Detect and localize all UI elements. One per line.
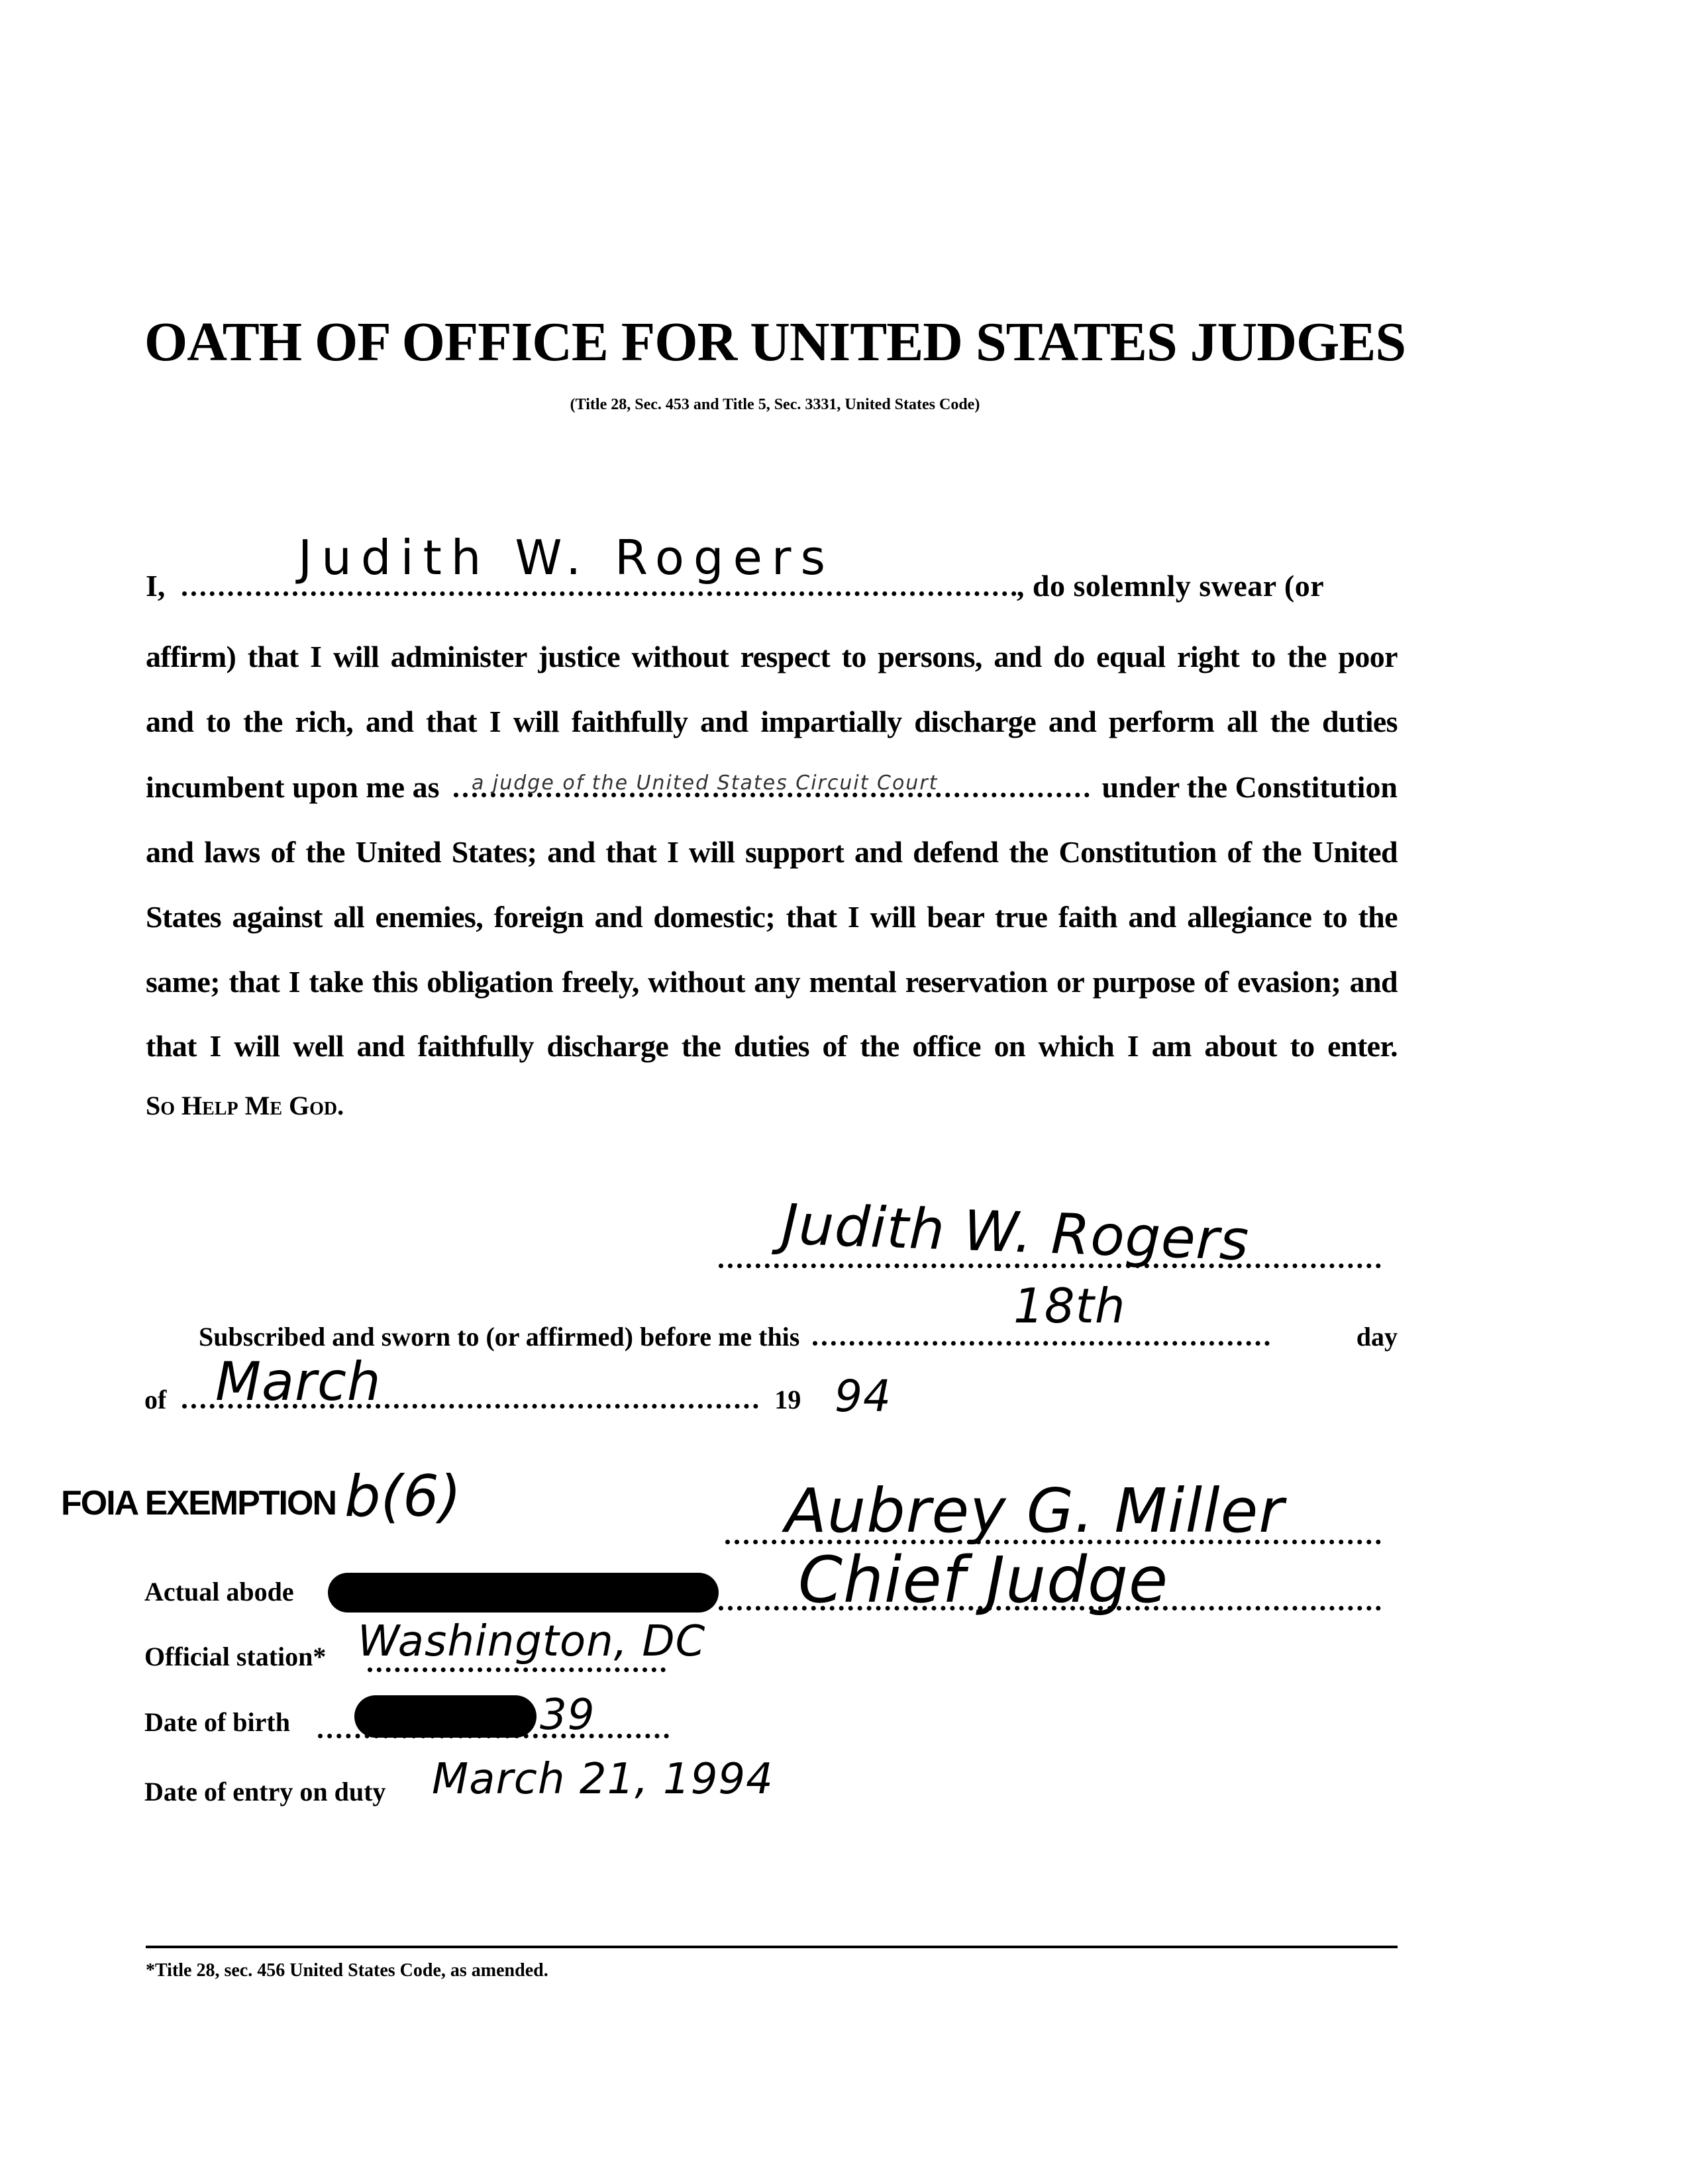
oath-line-2: affirm) that I will administer justice without respect to persons, and do equal right to the poor	[146, 640, 1398, 673]
station-dotted-line	[368, 1667, 666, 1672]
foia-exemption-label: FOIA EXEMPTION	[61, 1484, 336, 1522]
official-station-label: Official station*	[144, 1642, 327, 1671]
oath-line-1-suffix: , do solemnly swear (or	[1016, 569, 1325, 603]
birth-redaction	[354, 1695, 537, 1738]
day-dotted-line	[813, 1341, 1270, 1346]
foia-exemption-code: b(6)	[344, 1464, 462, 1530]
statute-citation: (Title 28, Sec. 453 and Title 5, Sec. 3331, United States Code)	[570, 396, 980, 413]
date-of-birth-label: Date of birth	[144, 1707, 290, 1737]
handwritten-day: 18th	[1013, 1278, 1126, 1334]
oath-line-4-prefix: incumbent upon me as	[146, 770, 440, 804]
entry-on-duty-label: Date of entry on duty	[144, 1777, 386, 1807]
administrator-title: Chief Judge	[798, 1543, 1169, 1617]
oath-line-8: that I will well and faithfully discharge the duties of the office on which I am about to enter.	[146, 1029, 1398, 1063]
footnote-rule	[146, 1946, 1398, 1948]
judge-signature: Judith W. Rogers	[780, 1191, 1251, 1273]
handwritten-name: Judith W. Rogers	[298, 530, 835, 585]
administrator-signature: Aubrey G. Miller	[785, 1475, 1285, 1546]
of-label: of	[144, 1385, 167, 1415]
day-label: day	[1356, 1322, 1398, 1352]
oath-line-5: and laws of the United States; and that I will support and defend the Constitution of the United	[146, 835, 1398, 869]
abode-redaction	[328, 1573, 719, 1613]
oath-closing: So Help Me God.	[146, 1091, 344, 1120]
actual-abode-label: Actual abode	[144, 1577, 294, 1607]
handwritten-month: March	[215, 1351, 382, 1413]
handwritten-entry-date: March 21, 1994	[432, 1755, 774, 1804]
handwritten-station: Washington, DC	[358, 1617, 706, 1666]
oath-line-4-suffix: under the Constitution	[1101, 770, 1398, 804]
oath-line-1-prefix: I,	[146, 569, 166, 603]
handwritten-year: 94	[835, 1371, 892, 1422]
oath-line-6: States against all enemies, foreign and domestic; that I will bear true faith and allegiance to the	[146, 900, 1398, 934]
oath-line-7: same; that I take this obligation freely, without any mental reservation or purpose of evasion; and	[146, 965, 1398, 999]
year-prefix: 19	[774, 1385, 801, 1415]
handwritten-office: a judge of the United States Circuit Court	[472, 771, 939, 795]
document-title: OATH OF OFFICE FOR UNITED STATES JUDGES	[144, 311, 1406, 373]
name-dotted-line	[182, 591, 1017, 596]
sworn-text: Subscribed and sworn to (or affirmed) before me this	[199, 1322, 800, 1352]
footnote: *Title 28, sec. 456 United States Code, as amended.	[146, 1960, 548, 1981]
oath-line-3: and to the rich, and that I will faithfully and impartially discharge and perform all the duties	[146, 705, 1398, 738]
sworn-line	[199, 1321, 1398, 1352]
handwritten-birth-year: 39	[540, 1691, 595, 1740]
